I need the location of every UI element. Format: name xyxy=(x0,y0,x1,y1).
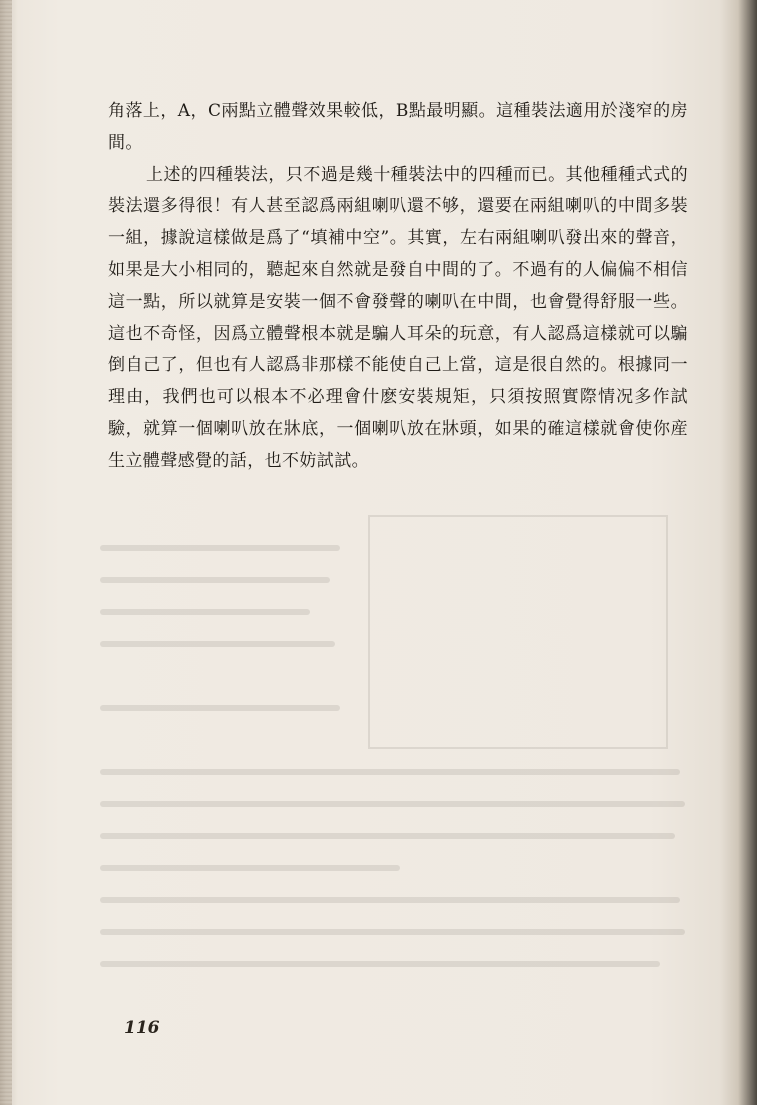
body-text xyxy=(108,96,688,478)
paragraph-2: 上述的四種裝法，只不過是幾十種裝法中的四種而已。其他種種式式的裝法還多得很！有人甚至認爲兩組喇叭還不够，還要在兩組喇叭的中間多裝一組，據說這樣做是爲了“填補中空”。其實，左右兩組喇叭發出來的聲音，如果是大小相同的，聽起來自然就是發自中間的了。不過有的人偏偏不相信這一點，所以就算是安裝一個不會發聲的喇叭在中間，也會覺得舒服一些。這也不奇怪，因爲立體聲根本就是騙人耳朵的玩意，有人認爲這樣就可以騙倒自己了，但也有人認爲非那樣不能使自己上當，這是很自然的。根據同一理由，我們也可以根本不必理會什麽安裝規矩，只須按照實際情况多作試驗，就算一個喇叭放在牀底，一個喇叭放在牀頭，如果的確這樣就會使你産生立體聲感覺的話，也不妨試試。 xyxy=(108,164,688,471)
paragraph-1: 角落上，A，C兩點立體聲效果較低，B點最明顯。這種裝法適用於淺窄的房間。 xyxy=(108,101,688,153)
show-through-figure-box xyxy=(368,515,668,749)
show-through-from-reverse xyxy=(100,515,690,985)
page-number: 116 xyxy=(124,1018,160,1038)
page-edge-shadow xyxy=(0,0,12,1105)
